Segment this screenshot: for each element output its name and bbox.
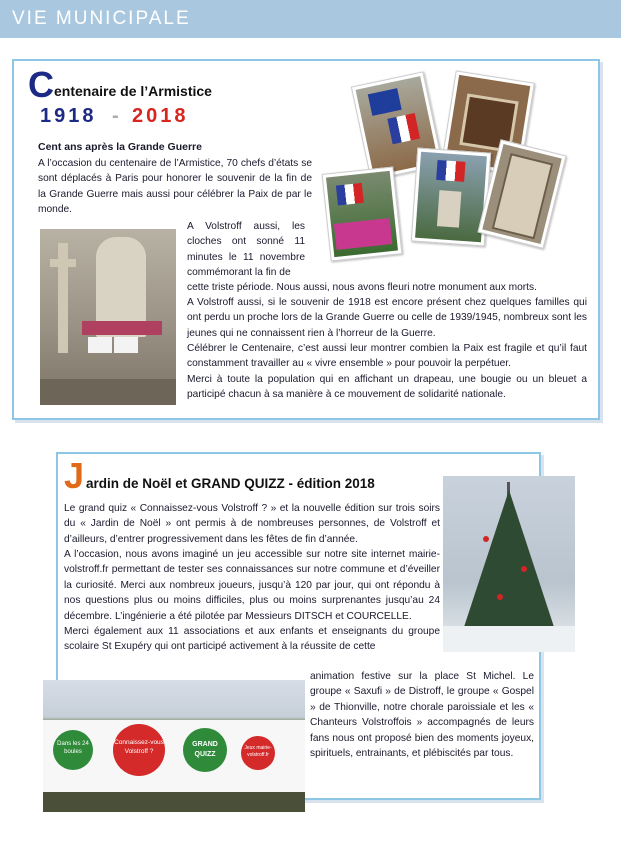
armistice-souvenir-paragraph: A Volstroff aussi, si le souvenir de 1918 est encore présent chez quelques familles qui ont perdu un proche lors de la Grande Guerre ou celle de 1939/1945, nombreux sont les jeunes qui ne connaissent rien à l’horreur de la Guerre.: [187, 297, 587, 339]
banner-ball-1: Dans les 24 boules: [53, 730, 93, 770]
jardin-quiz-paragraph: Le grand quiz « Connaissez-vous Volstroff ? » et la nouvelle édition sur trois soirs du « Jardin de Noël » ont permis à de nombreuses personnes, de Volstroff et d’ailleurs, d’entrer progressivement dans les fêtes de fin d’année.: [64, 503, 440, 545]
year-1918: 1918: [40, 105, 97, 127]
jardin-thanks-paragraph-end: animation festive sur la place St Michel. Le groupe « Saxufi » de Distroff, le groupe « Gospel » de Thionville, notre chorale paroissiale et les « Chanteurs Volstroffois » accompagnés de leurs fans nous ont proposé bien des moments joyeux, spirituels, entrainants, et plébiscités par tous.: [310, 671, 534, 760]
armistice-bells-paragraph-end: cette triste période. Nous aussi, nous avons fleuri notre monument aux morts.: [187, 282, 537, 293]
jardin-thanks-paragraph-start: Merci également aux 11 associations et aux enfants et enseignants du groupe scolaire St Exupéry qui ont participé activement à la réussite de cette: [64, 626, 440, 653]
year-2018: 2018: [132, 105, 189, 127]
armistice-title: entenaire de l’Armistice: [54, 83, 212, 99]
armistice-subheading: Cent ans après la Grande Guerre: [38, 141, 202, 153]
armistice-drop-cap: C: [28, 64, 54, 105]
armistice-intro-paragraph: A l’occasion du centenaire de l’Armistice, 70 chefs d’états se sont déplacés à Paris pour honorer le souvenir de la fin de la Grande Guerre mais aussi pour célébrer la Paix de par le monde.: [38, 158, 312, 216]
year-dash: -: [112, 105, 119, 127]
banner-ball-2: Connaissez-vous Volstroff ?: [113, 724, 165, 776]
armistice-centenaire-paragraph: Célébrer le Centenaire, c’est aussi leur montrer combien la Paix est fragile et qu’il faut constamment travailler au « vivre ensemble » pour pouvoir la perpétuer.: [187, 343, 587, 370]
jardin-title: ardin de Noël et GRAND QUIZZ - édition 2018: [86, 476, 375, 491]
jardin-occasion-paragraph: A l’occasion, nous avons imaginé un jeu accessible sur notre site internet mairie-volstroff.fr permettant de tester ses connaissances sur notre commune et d’éveiller la curiosité. Merci aux nombreux joueurs, jusqu’à 120 par jour, qui ont répondu à nos questions plus ou moins difficiles, plus ou moins surprenantes jusqu’au 24 décembre. L’ingénierie a été pilotée par Messieurs DITSCH et COURCELLE.: [64, 549, 440, 622]
section-title: VIE MUNICIPALE: [12, 8, 191, 29]
monument-photo: [40, 229, 176, 405]
armistice-bells-paragraph-start: A Volstroff aussi, les cloches ont sonné 11 minutes le 11 novembre commémorant la fin de: [187, 221, 305, 279]
jardin-drop-cap: J: [64, 455, 85, 496]
collage-photo-flowers: [322, 166, 403, 261]
banner-ball-3: GRAND QUIZZ: [183, 728, 227, 772]
quiz-banner-photo: [43, 680, 305, 812]
banner-ball-4: Jeux mairie-volstroff.fr: [241, 736, 275, 770]
armistice-thanks-paragraph: Merci à toute la population qui en affichant un drapeau, une bougie ou un bleuet a participé chacun à sa manière à ce mouvement de solidarité nationale.: [187, 374, 587, 401]
christmas-tree-photo: [443, 476, 575, 652]
section-header: [0, 0, 621, 38]
